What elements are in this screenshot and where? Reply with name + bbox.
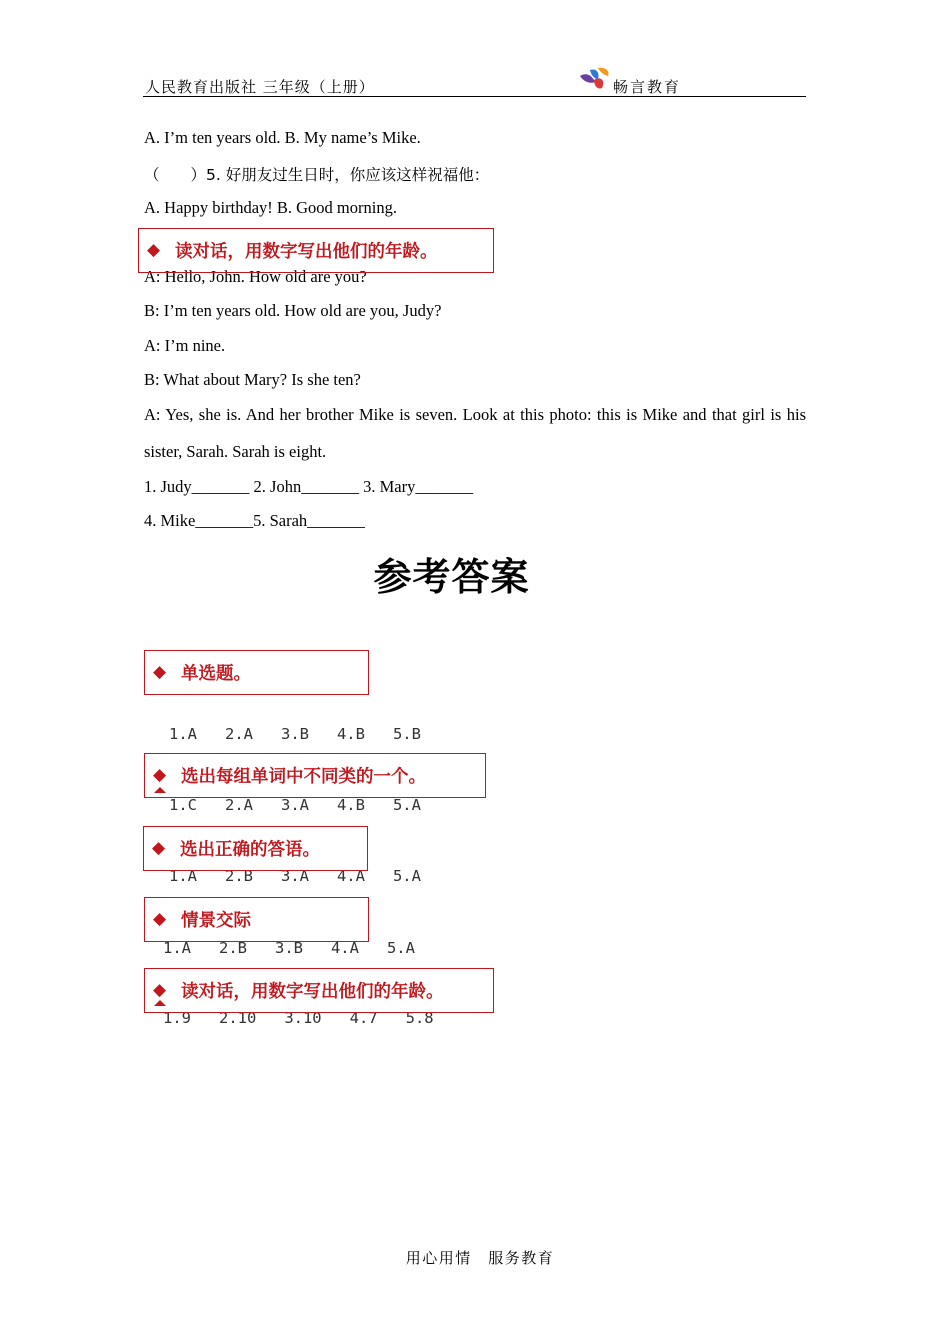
section-title: 读对话，用数字写出他们的年龄。 (181, 982, 444, 1002)
caret-marker-icon (154, 1000, 166, 1006)
q4-options: A. I’m ten years old. B. My name’s Mike. (144, 128, 421, 147)
blanks-row: 1. Judy_______ 2. John_______ 3. Mary_______ (144, 477, 474, 496)
answer-section-header (143, 826, 368, 871)
blanks-row: 4. Mike_______5. Sarah_______ (144, 511, 365, 530)
diamond-bullet-icon: ◆ (147, 240, 161, 260)
answer-line: 1.C 2.A 3.A 4.B 5.A (169, 796, 421, 814)
answer-section-header (144, 897, 369, 942)
answer-line: 1.A 2.B 3.A 4.A 5.A (169, 867, 421, 885)
section-title: 选出正确的答语。 (180, 840, 320, 860)
q5-stem: （ ）5. 好朋友过生日时，你应该这样祝福他： (144, 166, 490, 184)
dialogue-line: A: Yes, she is. And her brother Mike is seven. Look at this photo: this is Mike and that girl is his sister, Sarah. Sarah is eight. (144, 405, 806, 461)
diamond-bullet-icon: ◆ (153, 662, 167, 682)
answer-line: 1.9 2.10 3.10 4.7 5.8 (163, 1009, 434, 1027)
dialogue-line: A: Hello, John. How old are you? (144, 267, 367, 286)
header-brand: 畅言教育 (613, 78, 682, 96)
header-divider (143, 96, 806, 97)
dialogue-line: B: What about Mary? Is she ten? (144, 370, 361, 389)
section-header-dialogue (138, 228, 494, 273)
q5-options: A. Happy birthday! B. Good morning. (144, 198, 397, 217)
answer-key-title: 参考答案 (373, 555, 530, 599)
diamond-bullet-icon: ◆ (153, 980, 167, 1000)
caret-marker-icon (154, 787, 166, 793)
section-title: 情景交际 (181, 911, 251, 931)
answer-section-header (144, 753, 486, 798)
diamond-bullet-icon: ◆ (153, 765, 167, 785)
answer-section-header (144, 968, 494, 1013)
answer-line: 1.A 2.B 3.B 4.A 5.A (163, 939, 415, 957)
dialogue-line: B: I’m ten years old. How old are you, Judy? (144, 301, 442, 320)
answer-line: 1.A 2.A 3.B 4.B 5.B (169, 725, 421, 743)
footer-slogan: 用心用情 服务教育 (405, 1249, 555, 1267)
diamond-bullet-icon: ◆ (152, 838, 166, 858)
answer-section-header (144, 650, 369, 695)
header-publisher: 人民教育出版社 三年级（上册） (145, 78, 375, 96)
dialogue-line: A: I’m nine. (144, 336, 226, 355)
brand-logo-icon (578, 66, 614, 94)
section-title: 读对话，用数字写出他们的年龄。 (175, 242, 438, 262)
section-title: 单选题。 (181, 664, 251, 684)
section-title: 选出每组单词中不同类的一个。 (181, 767, 426, 787)
diamond-bullet-icon: ◆ (153, 909, 167, 929)
